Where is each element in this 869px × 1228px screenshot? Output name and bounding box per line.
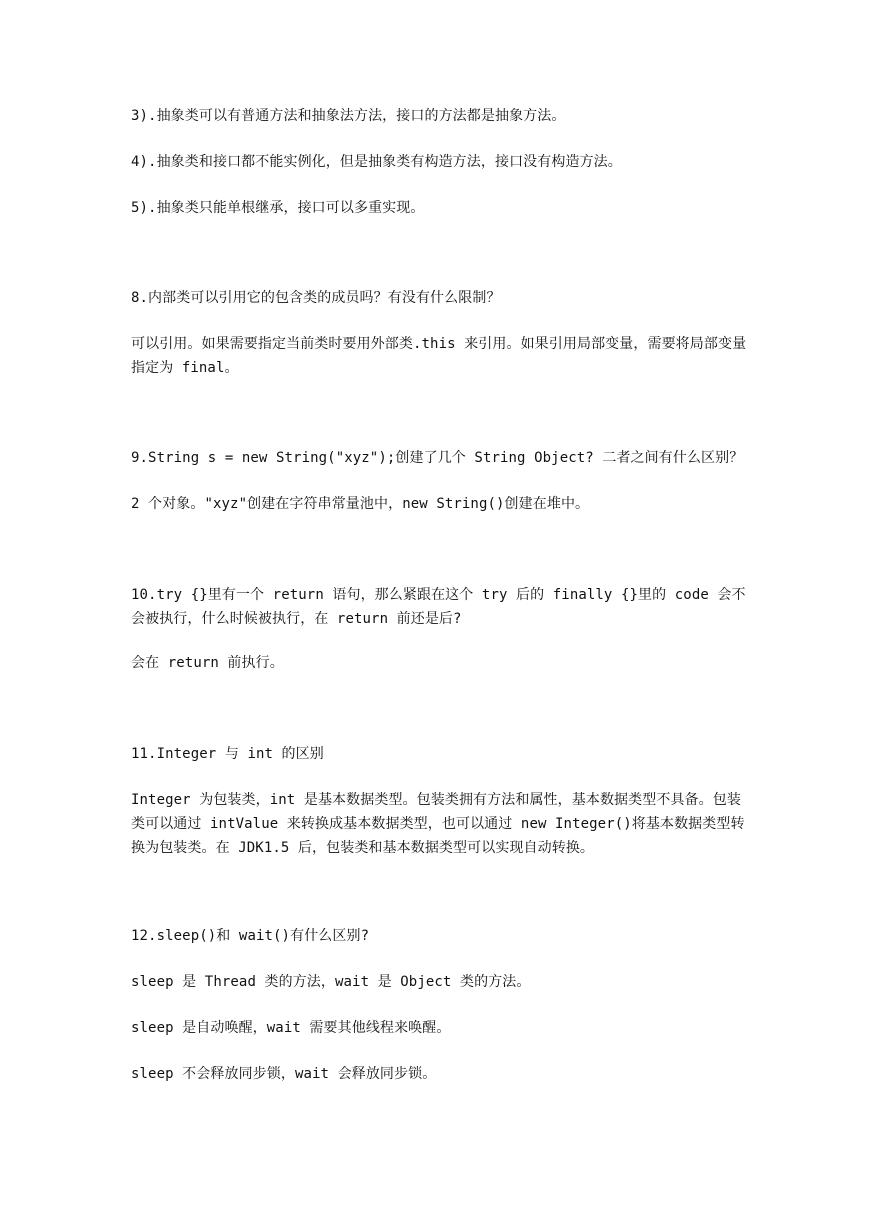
answer-sleep-wait-lock: sleep 不会释放同步锁，wait 会释放同步锁。	[131, 1066, 437, 1082]
question-string-objects: 9.String s = new String("xyz");创建了几个 String Object? 二者之间有什么区别？	[131, 450, 744, 466]
question-inner-class: 8.内部类可以引用它的包含类的成员吗？有没有什么限制？	[131, 290, 501, 306]
question-sleep-wait: 12.sleep()和 wait()有什么区别?	[131, 928, 370, 944]
answer-string-objects: 2 个对象。"xyz"创建在字符串常量池中，new String()创建在堆中。	[131, 496, 590, 512]
answer-sleep-wait-wakeup: sleep 是自动唤醒，wait 需要其他线程来唤醒。	[131, 1020, 451, 1036]
paragraph-abstract-instantiation: 4).抽象类和接口都不能实例化，但是抽象类有构造方法，接口没有构造方法。	[131, 154, 622, 170]
question-integer-int: 11.Integer 与 int 的区别	[131, 746, 324, 762]
paragraph-abstract-inheritance: 5).抽象类只能单根继承，接口可以多重实现。	[131, 200, 425, 216]
answer-finally-return: 会在 return 前执行。	[131, 655, 284, 671]
answer-integer-int: Integer 为包装类，int 是基本数据类型。包装类拥有方法和属性，基本数据类型不具备。包装类可以通过 intValue 来转换成基本数据类型，也可以通过 new Integer()将基本数据类型转换为包装类。在 JDK1.5 后，包装类和基本数据类型可以实现自动转换。	[131, 792, 745, 856]
paragraph-abstract-methods: 3).抽象类可以有普通方法和抽象法方法，接口的方法都是抽象方法。	[131, 108, 566, 124]
answer-inner-class: 可以引用。如果需要指定当前类时要用外部类.this 来引用。如果引用局部变量，需要将局部变量指定为 final。	[131, 336, 747, 376]
answer-sleep-wait-owner: sleep 是 Thread 类的方法，wait 是 Object 类的方法。	[131, 974, 531, 990]
question-finally-return: 10.try {}里有一个 return 语句，那么紧跟在这个 try 后的 finally {}里的 code 会不会被执行，什么时候被执行，在 return 前还是后?	[131, 587, 746, 627]
